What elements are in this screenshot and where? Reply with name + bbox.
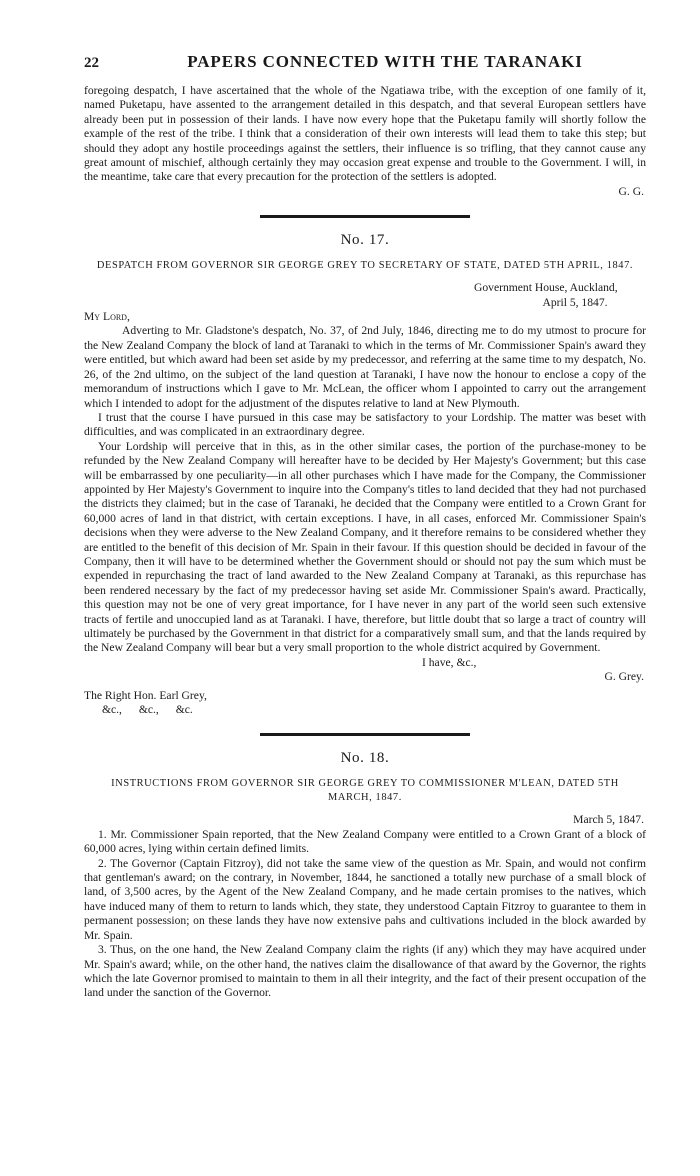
letter-paragraph: Adverting to Mr. Gladstone's despatch, No. 37, of 2nd July, 1846, directing me to do my utmost to procure for the New Zealand Company the block of land at Taranaki to which in the terms of Mr. Commissioner Spain's award they were entitled, but which award had been set aside by my predecessor, and referring at the same time to my despatch, No. 26, of the 2nd ultimo, on the subject of the land question at Taranaki, I have now the honour to enclose a copy of the memorandum of instructions which I gave to Mr. McLean, the officer whom I appointed to carry out the arrangement which I intended to adopt for the adjustment of the disputes relative to land at New Plymouth. [84,324,646,410]
letter-paragraph: Your Lordship will perceive that in this, as in the other similar cases, the portion of the purchase-money to be refunded by the New Zealand Company will hereafter have to be decided by Her Majesty's Government; but this case will be embarrassed by one peculiarity—in all other purchases which I have made for the Company, the Commissioner appointed by Her Majesty's Government to inquire into the Company's titles to land decided that they had not purchased the districts they claimed; but in the case of Taranaki, he decided that the Company were entitled to a Crown Grant for 60,000 acres of land in that district, with certain exceptions. I have, in all cases, enforced Mr. Commissioner Spain's decisions when they were adverse to the New Zealand Company, and it therefore remains to be considered whether they are entitled to the benefit of this decision of Mr. Spain in their favour. If this question should be decided in favour of the Company, then it will have to be determined whether the Government should or should not pay the sum which must be expended in repurchasing the tract of land awarded to the New Zealand Company at Taranaki, as this repurchase has been rendered necessary by the fact of my predecessor having set aside Mr. Commissioner Spain's award. Practically, this question may not be one of very great importance, for I have never in any part of the world seen such extensive tracts of fertile and unoccupied land as at Taranaki. I have, therefore, but little doubt that so large a tract of country will ultimately be purchased by the Government in that district for a comparatively small sum, and that the lands required by the New Zealand Company will bear but a very small proportion to the whole district acquired by Government. [84,439,646,655]
running-title: PAPERS CONNECTED WITH THE TARANAKI [187,52,583,71]
sender-address [474,281,646,310]
letter-closing: I have, &c., [422,655,477,669]
salutation: My Lord, [84,310,130,324]
section-divider [260,733,470,736]
instruction-paragraph: 2. The Governor (Captain Fitzroy), did not take the same view of the question as Mr. Spain, and would not confirm that gentleman's award; on the contrary, in November, 1844, he sanctioned a totally new purchase of a small block of land, of 3,500 acres, by the Agent of the New Zealand Company, and he made certain promises to the natives, which have induced many of them to return to lands which, they state, they understood Captain Fitzroy to guarantee to them in permanent possession; on these lands they have now extensive pahs and cultivations included in the block awarded by Mr. Spain. [84,856,646,942]
section-divider [260,215,470,218]
addressee-name: The Right Hon. Earl Grey, [84,688,207,702]
addressee-etc: &c., &c., &c. [102,703,193,717]
addressee-block [84,689,646,718]
instruction-paragraph: 3. Thus, on the one hand, the New Zealand Company claim the rights (if any) which they may have acquired under Mr. Spain's award; while, on the other hand, the natives claim the disallowance of that award by the Governor, the rights which the late Governor promised to maintain to them in all their integrity, and the fact of their present occupation of the land under the sanction of the Governor. [84,943,646,1000]
intro-signature: G. G. [618,184,644,198]
instruction-paragraph: 1. Mr. Commissioner Spain reported, that the New Zealand Company were entitled to a Crown Grant of a block of 60,000 acres, lying within certain defined limits. [84,827,646,856]
instruction-date: March 5, 1847. [573,813,644,827]
document-number-18: No. 18. [340,750,390,767]
document-caption-17: DESPATCH FROM GOVERNOR SIR GEORGE GREY TO SECRETARY OF STATE, DATED 5TH APRIL, 1847. [96,260,634,272]
page-number: 22 [84,55,99,71]
intro-paragraph: foregoing despatch, I have ascertained that the whole of the Ngatiawa tribe, with the exception of one family of it, named Puketapu, have assented to the arrangement detailed in this despatch, and that several European settlers have already been put in possession of their lands. I have now every hope that the Puketapu family will shortly follow the example of the rest of the tribe. I think that a consideration of their own interests will lead them to take this step; but should they adopt any hostile proceedings against the settlers, their influence is so trifling, that they cannot cause any great amount of mischief, although certainly they may occasion great expense and trouble to the Government. I will, in the meantime, take care that every precaution for the protection of the settlers is adopted. [84,84,646,184]
letter-signature: G. Grey. [604,670,644,684]
address-line-1: Government House, Auckland, [474,281,618,295]
letter-paragraph: I trust that the course I have pursued in this case may be satisfactory to your Lordship. The matter was beset with difficulties, and was complicated in an extraordinary degree. [84,410,646,439]
address-date: April 5, 1847. [542,295,608,309]
document-number-17: No. 17. [340,232,390,249]
page-header [84,52,646,78]
document-caption-18: INSTRUCTIONS FROM GOVERNOR SIR GEORGE GREY TO COMMISSIONER M'LEAN, DATED 5TH MARCH, 1847. [111,778,619,804]
